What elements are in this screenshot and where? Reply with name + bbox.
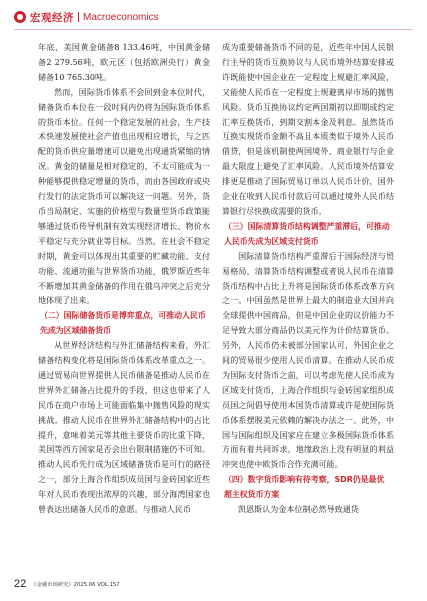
paragraph: 成为重要储备货币不同的是，近些年中国人民银行主导的货币互换协议与人民币境外结算安排或许既能使中国企业在一定程度上规避汇率风险，又能使人民币在一定程度上规避离岸市场的抛售风险。货币互换协议约定两国期初以即期或约定汇率互换货币，到期交割本金及利息。虽然货币互换实现货币金额不高且本质类似于境外人民币借贷，但是该机制使两国境外、商业银行与企业最大限度上避免了汇率风险。人民币境外结算安排更是推动了国际贸易订单以人民币计价，国外企业在收到人民币付款后可以通过境外人民币结算银行尽快换成需要的货币。	[222, 43, 394, 216]
section-heading: （四）数字货币影响有待考察，SDR仍是最优超主权货币方案	[224, 475, 385, 500]
section-heading: （二）国际储备货币是博弈重点，可推动人民币先成为区域储备货币	[40, 311, 206, 336]
logo-icon	[14, 11, 26, 23]
right-column	[222, 41, 394, 571]
page-number: 22	[14, 578, 27, 590]
article-columns	[38, 41, 394, 571]
paragraph: 年底，美国黄金储备8 133.46吨，中国黄金储备2 279.56吨，欧元区（包括欧洲央行）黄金储备10 765.30吨。	[38, 43, 210, 82]
page-footer	[14, 577, 120, 591]
header-title: 宏观经济	[30, 11, 74, 24]
header-rule	[14, 29, 413, 30]
page-header	[14, 9, 159, 25]
paragraph: 然而，国际货币体系不会回到金本位时代，储备货币本位在一段时间内仍将为国际货币体系的货币本位。任何一个稳定发展的社会，生产技术快速发展使社会产值也出现相应增长，与之匹配的货币供应量增速可以避免出现通货紧缩的情况。黄金的储量是相对稳定的，不太可能成为一种能够提供稳定增量的货币，而由各国政府或央行发行的法定货币可以解决这一问题。另外，货币当局制定、实施的价格型与数量型货币政策能够通过货币传导机制有效实现经济增长、物价水平稳定与充分就业等目标。当然，在社会不稳定时期，黄金可以体现出其重要的贮藏功能、支付功能、流通功能与世界货币功能，俄罗斯近些年不断增加其黄金储备的作用在俄乌冲突之后充分地体现了出来。	[38, 87, 210, 306]
left-column	[38, 41, 210, 571]
section-heading: （三）国际清算货币结构调整严重滞后，可推动人民币先成为区域支付货币	[224, 221, 390, 246]
journal-info: 《金融市场研究》2025.06 VOL.157	[31, 582, 120, 588]
header-divider	[78, 12, 79, 22]
paragraph: 凯恩斯认为金本位制必然导致通货	[238, 505, 359, 515]
paragraph: 国际清算货币结构严重滞后于国际经济与贸易格局，清算货币结构调整或者说人民币在清算货币结构中占比上升将是国际货币体系改革方向之一。中国虽然是世界上最大的制造业大国并向全球提供中国商品，但是中国企业的议价能力不足导致大部分商品仍以美元作为计价结算货币。另外，人民币仍未被部分国家认可，外国企业之间的贸易很少使用人民币清算。在推动人民币成为国际支付货币之前，可以考虑先使人民币成为区域支付货币，上海合作组织与金砖国家组织成员国之间倡导使用本国货币清算或许是使国际货币体系摆脱美元依赖的解决办法之一。此外，中国与国际组织及国家应在建立多极国际货币体系方面有着共同诉求，地缘政治上没有明显的利益冲突也使中欧货币合作充满可能。	[222, 251, 394, 470]
paragraph: 从世界经济结构与外汇储备结构来看，外汇储备结构变化将是国际货币体系改革重点之一。通过贸易向世界提供人民币储备是推动人民币在世界外汇储备占比提升的手段，但这也带来了人民币在商户市场上可能面临集中抛售风险的现实挑战。推动人民币在世界外汇储备结构中的占比提升，意味着美元等其他主要货币的比重下降，美国等西方国家是否会出台限制措施仍不可知。推动人民币先行成为区域储备货币是可行的路径之一，部分上海合作组织成员国与金砖国家近些年对人民币表现出浓厚的兴趣，部分海湾国家也曾表达出储备人民币的意愿。与推动人民币	[38, 341, 210, 515]
header-subtitle: Macroeconomics	[83, 11, 159, 23]
